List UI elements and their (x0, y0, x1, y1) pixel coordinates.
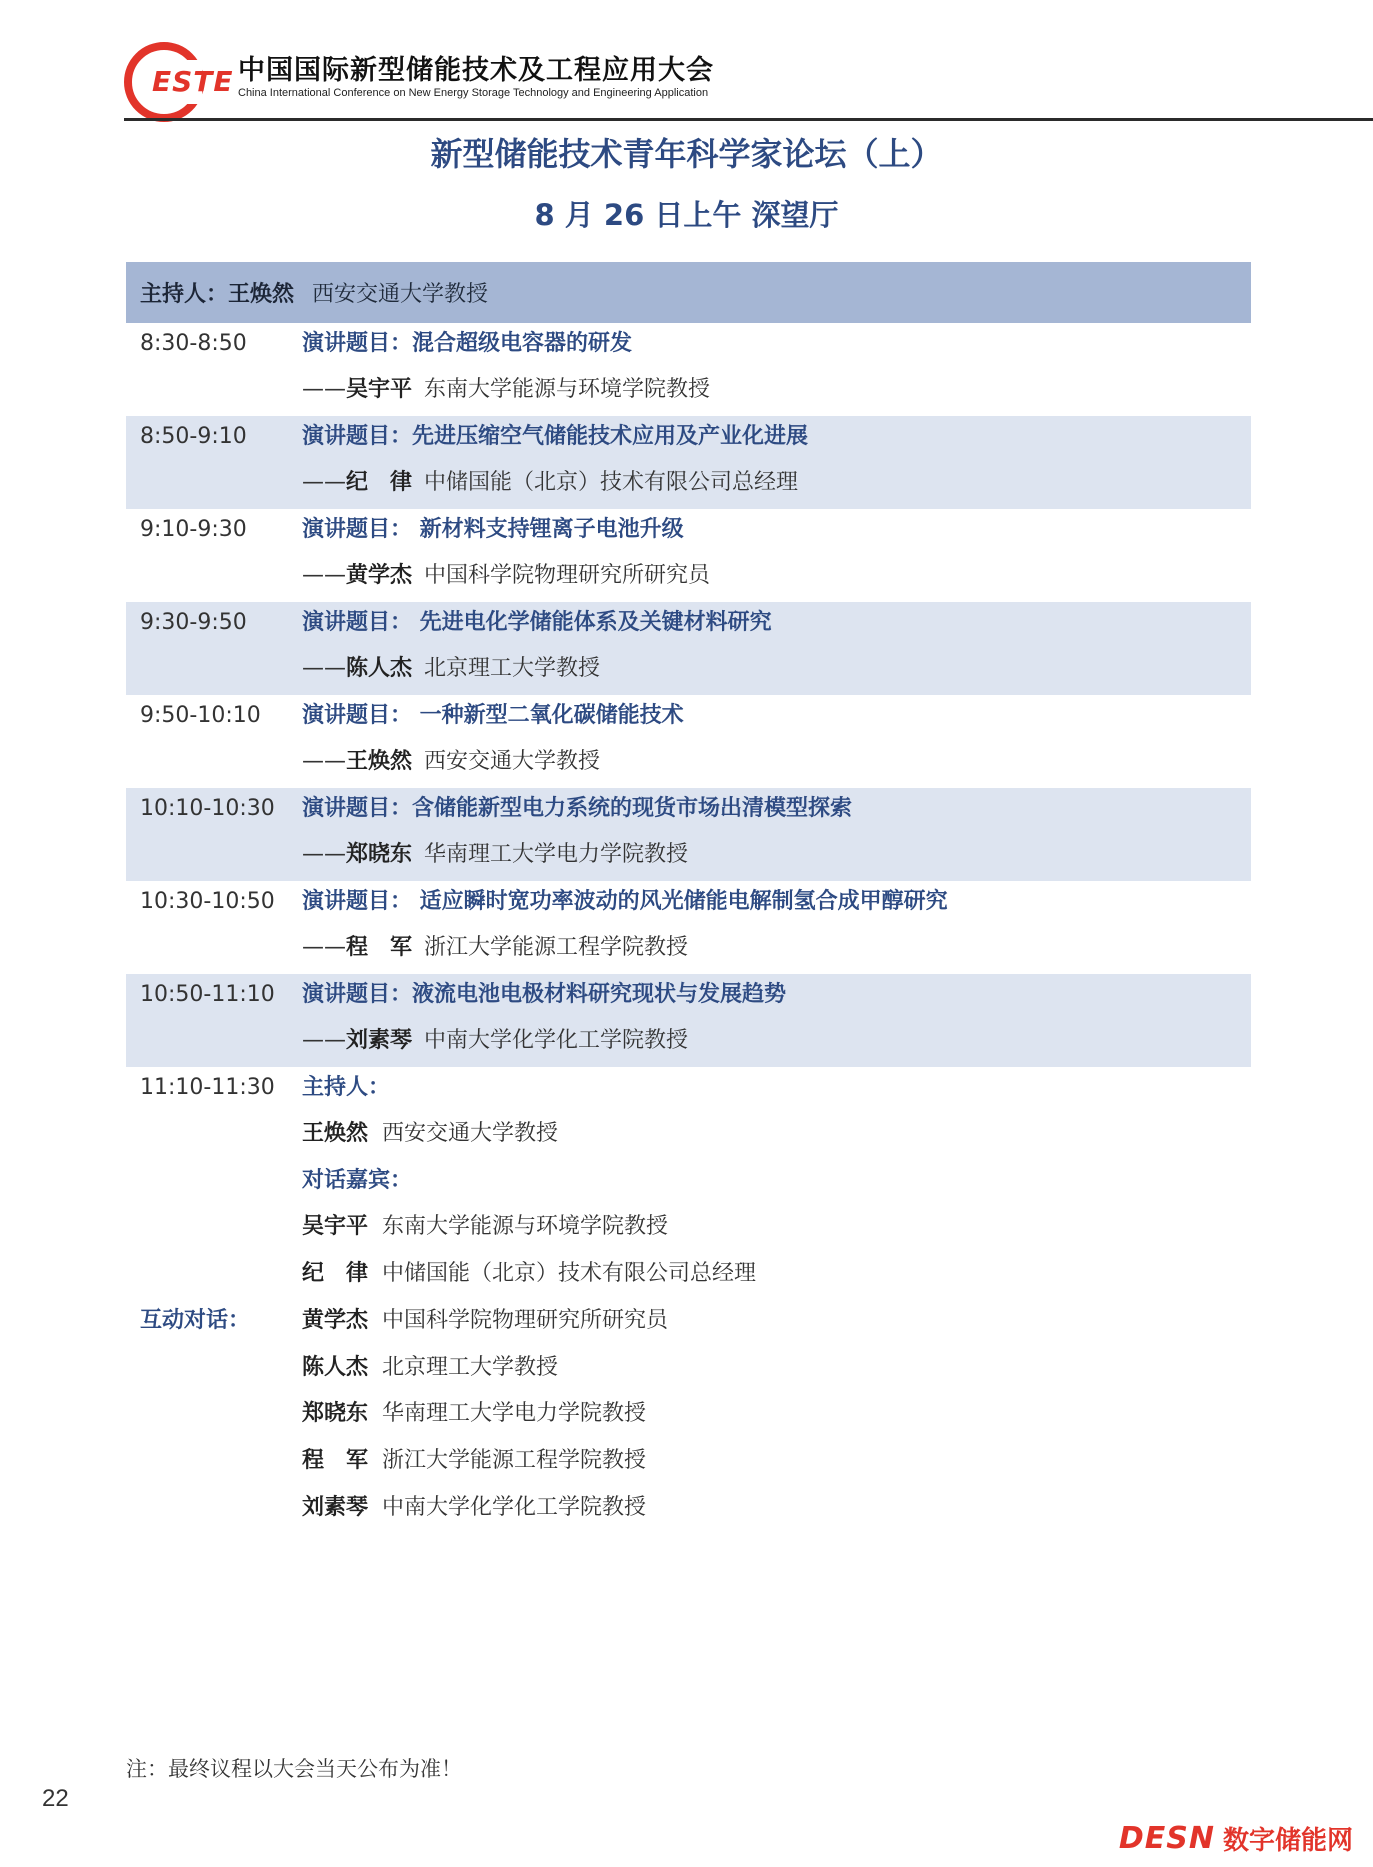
session-topic: 演讲题目： 新材料支持锂离子电池升级 (302, 517, 684, 542)
session-time: 9:30-9:50 (140, 610, 247, 635)
panel-host (302, 1119, 558, 1149)
session-topic: 演讲题目： 先进电化学储能体系及关键材料研究 (302, 610, 772, 635)
speaker-affiliation: 中国科学院物理研究所研究员 (424, 563, 711, 588)
panel-guest (302, 1446, 646, 1476)
dash-prefix: —— (302, 656, 346, 681)
host-label: 主持人：王焕然 (140, 282, 295, 307)
session-speaker (302, 840, 688, 870)
session-speaker (302, 1026, 688, 1056)
guest-affiliation: 浙江大学能源工程学院教授 (382, 1448, 647, 1473)
panel-interaction-label: 互动对话： (140, 1308, 251, 1333)
speaker-affiliation: 东南大学能源与环境学院教授 (424, 377, 711, 402)
session-time: 10:30-10:50 (140, 889, 275, 914)
panel-guest (302, 1212, 668, 1242)
footer-brand (1119, 1820, 1353, 1857)
session-time: 10:10-10:30 (140, 796, 275, 821)
session-speaker (302, 933, 688, 963)
session-topic: 演讲题目：先进压缩空气储能技术应用及产业化进展 (302, 424, 809, 449)
guest-name: 黄学杰 (302, 1308, 369, 1333)
guest-name: 陈人杰 (302, 1355, 369, 1380)
agenda-row (126, 416, 1251, 509)
agenda-row (126, 788, 1251, 881)
speaker-affiliation: 中南大学化学化工学院教授 (424, 1028, 689, 1053)
guest-affiliation: 中国科学院物理研究所研究员 (382, 1308, 669, 1333)
page-title: 新型储能技术青年科学家论坛（上） (430, 135, 943, 173)
guest-name: 郑晓东 (302, 1401, 369, 1426)
session-speaker (302, 654, 600, 684)
guest-name: 纪 律 (302, 1261, 369, 1286)
session-time: 9:50-10:10 (140, 703, 261, 728)
session-topic: 演讲题目：混合超级电容器的研发 (302, 331, 633, 356)
agenda-row (126, 881, 1251, 974)
panel-host-label: 主持人： (302, 1075, 391, 1100)
logo-text: ESTE (152, 65, 234, 98)
guest-name: 程 军 (302, 1448, 369, 1473)
panel-host-affiliation: 西安交通大学教授 (382, 1121, 559, 1146)
dash-prefix: —— (302, 1028, 346, 1053)
speaker-name: 吴宇平 (346, 377, 413, 402)
host-bar (126, 262, 1251, 323)
header-divider (124, 118, 1373, 121)
session-speaker (302, 561, 710, 591)
panel-time: 11:10-11:30 (140, 1075, 275, 1100)
session-time: 10:50-11:10 (140, 982, 275, 1007)
panel-guest (302, 1353, 558, 1383)
session-time: 9:10-9:30 (140, 517, 247, 542)
session-topic: 演讲题目：液流电池电极材料研究现状与发展趋势 (302, 982, 787, 1007)
agenda-row (126, 695, 1251, 788)
panel-discussion (126, 1067, 1251, 1527)
dash-prefix: —— (302, 377, 346, 402)
guest-affiliation: 中南大学化学化工学院教授 (382, 1495, 647, 1520)
speaker-affiliation: 华南理工大学电力学院教授 (424, 842, 689, 867)
agenda-row (126, 974, 1251, 1067)
conference-logo (124, 42, 234, 114)
session-topic: 演讲题目：含储能新型电力系统的现货市场出清模型探索 (302, 796, 853, 821)
agenda-row (126, 509, 1251, 602)
speaker-affiliation: 西安交通大学教授 (424, 749, 601, 774)
panel-guest (302, 1399, 646, 1429)
guest-affiliation: 华南理工大学电力学院教授 (382, 1401, 647, 1426)
session-date-venue: 8 月 26 日上午 深望厅 (534, 198, 839, 232)
footnote: 注：最终议程以大会当天公布为准！ (126, 1757, 462, 1781)
host-affiliation: 西安交通大学教授 (312, 282, 489, 307)
conference-subtitle: China International Conference on New Energy Storage Technology and Engineering Application (238, 87, 709, 99)
panel-guest (302, 1306, 668, 1336)
session-time: 8:30-8:50 (140, 331, 247, 356)
guest-name: 吴宇平 (302, 1214, 369, 1239)
speaker-name: 纪 律 (346, 470, 413, 495)
speaker-name: 刘素琴 (346, 1028, 413, 1053)
panel-guest (302, 1493, 646, 1523)
guest-affiliation: 东南大学能源与环境学院教授 (382, 1214, 669, 1239)
speaker-affiliation: 中储国能（北京）技术有限公司总经理 (424, 470, 799, 495)
dash-prefix: —— (302, 470, 346, 495)
session-speaker (302, 747, 600, 777)
speaker-name: 郑晓东 (346, 842, 413, 867)
agenda-row (126, 323, 1251, 416)
speaker-affiliation: 北京理工大学教授 (424, 656, 601, 681)
speaker-name: 王焕然 (346, 749, 413, 774)
panel-guest (302, 1259, 756, 1289)
dash-prefix: —— (302, 842, 346, 867)
session-topic: 演讲题目： 适应瞬时宽功率波动的风光储能电解制氢合成甲醇研究 (302, 889, 948, 914)
brand-name: 数字储能网 (1222, 1826, 1353, 1856)
session-time: 8:50-9:10 (140, 424, 247, 449)
guest-affiliation: 中储国能（北京）技术有限公司总经理 (382, 1261, 757, 1286)
page-number: 22 (42, 1785, 69, 1812)
session-topic: 演讲题目： 一种新型二氧化碳储能技术 (302, 703, 684, 728)
speaker-name: 陈人杰 (346, 656, 413, 681)
guest-name: 刘素琴 (302, 1495, 369, 1520)
speaker-name: 程 军 (346, 935, 413, 960)
guest-affiliation: 北京理工大学教授 (382, 1355, 559, 1380)
dash-prefix: —— (302, 935, 346, 960)
agenda-row (126, 602, 1251, 695)
conference-title: 中国国际新型储能技术及工程应用大会 (238, 55, 714, 86)
speaker-affiliation: 浙江大学能源工程学院教授 (424, 935, 689, 960)
brand-logo: DESN (1118, 1821, 1215, 1856)
speaker-name: 黄学杰 (346, 563, 413, 588)
panel-host-name: 王焕然 (302, 1121, 369, 1146)
dash-prefix: —— (302, 563, 346, 588)
dash-prefix: —— (302, 749, 346, 774)
session-speaker (302, 468, 798, 498)
panel-guests-label: 对话嘉宾： (302, 1168, 413, 1193)
session-speaker (302, 375, 710, 405)
agenda-table (126, 323, 1251, 1067)
